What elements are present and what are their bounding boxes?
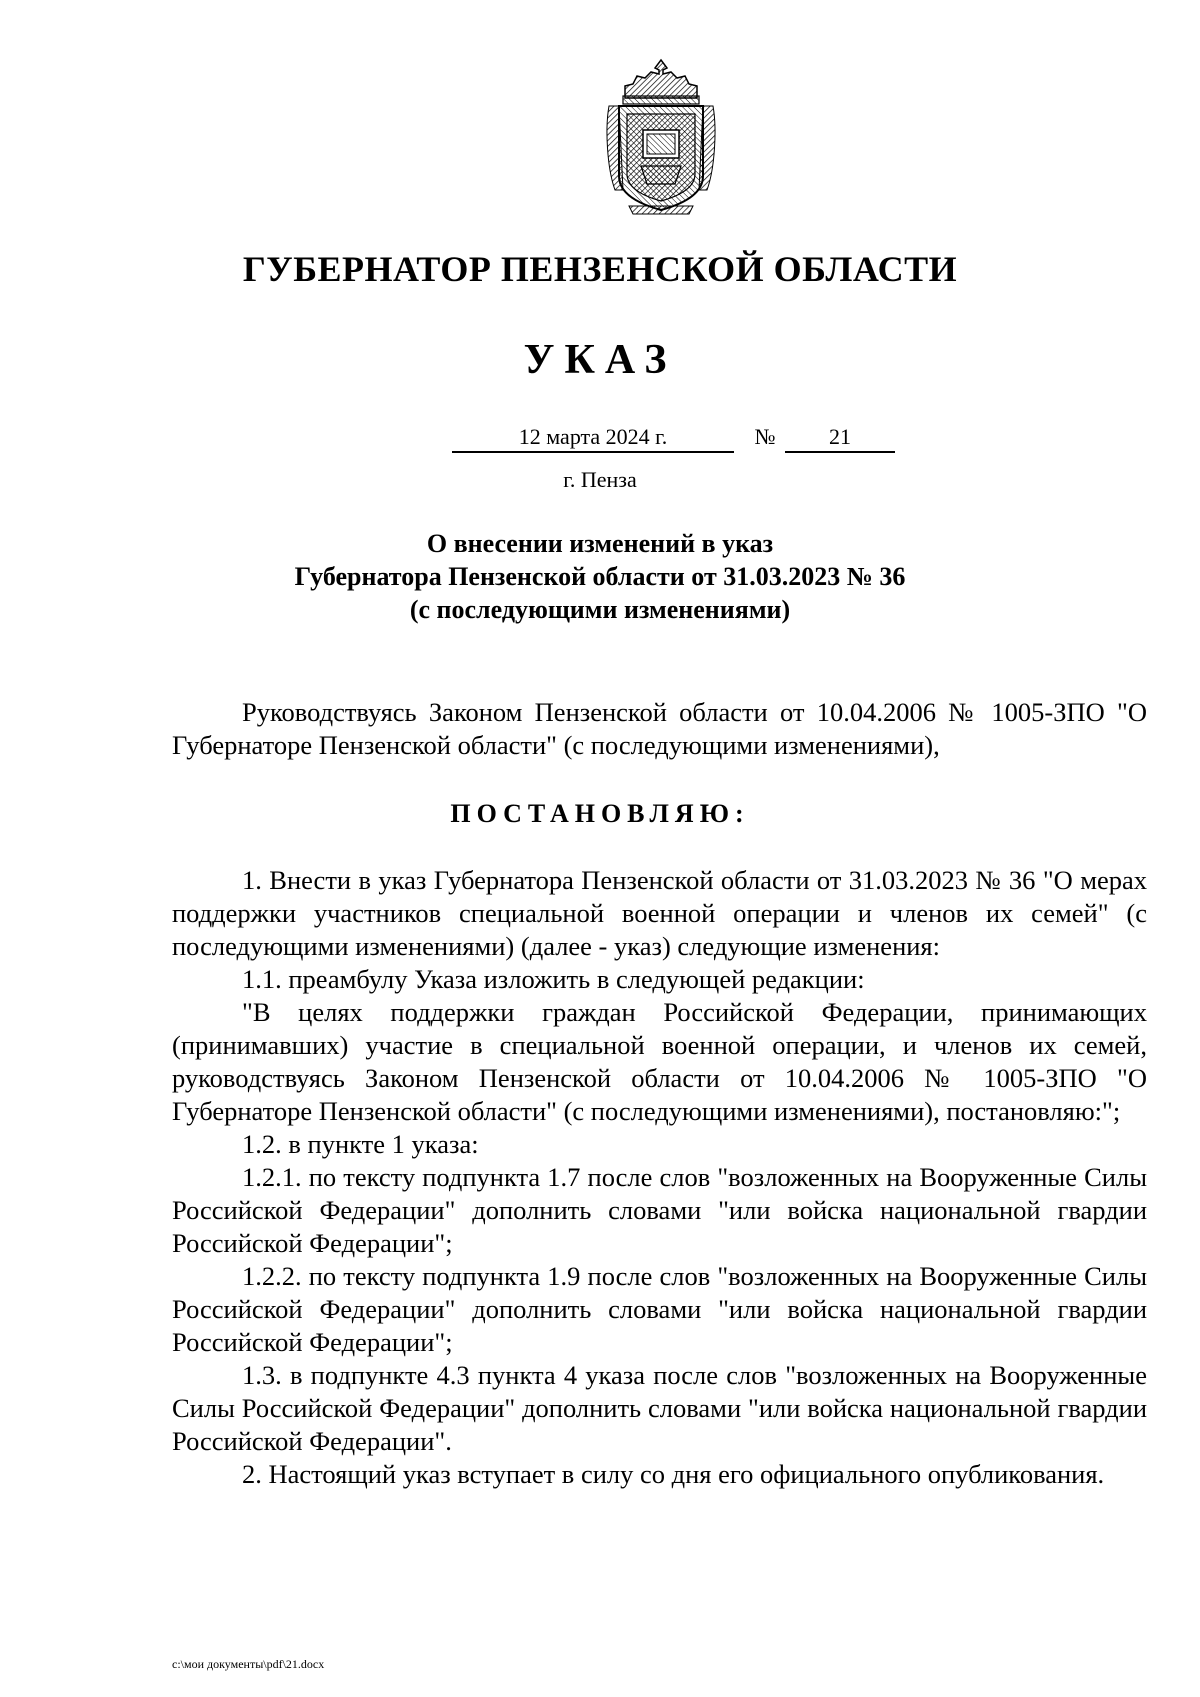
subject-line: Губернатора Пензенской области от 31.03.2023 № 36 <box>294 562 906 591</box>
date-number-line <box>0 424 1200 456</box>
preamble-block <box>172 696 1147 762</box>
document-date: 12 марта 2024 г. <box>452 424 734 453</box>
document-number: 21 <box>785 424 895 453</box>
document-subject <box>0 527 1200 626</box>
paragraph-1-1: 1.1. преамбулу Указа изложить в следующей редакции: <box>242 964 865 994</box>
document-type: УКАЗ <box>523 337 677 383</box>
paragraph-1: 1. Внести в указ Губернатора Пензенской области от 31.03.2023 № 36 "О мерах поддержки участников специальной военной операции и членов их семей" (с последующими изменениями) (далее - указ) следующие изменения: <box>172 865 1147 961</box>
paragraph-2: 2. Настоящий указ вступает в силу со дня его официального опубликования. <box>242 1459 1105 1489</box>
issuer-title: ГУБЕРНАТОР ПЕНЗЕНСКОЙ ОБЛАСТИ <box>242 249 958 289</box>
subject-line: О внесении изменений в указ <box>426 529 774 558</box>
subject-line: (с последующими изменениями) <box>409 595 791 624</box>
file-path-footer: c:\мои документы\pdf\21.docx <box>172 1657 325 1671</box>
paragraph-1-2-1: 1.2.1. по тексту подпункта 1.7 после слов "возложенных на Вооруженные Силы Российской Федерации" дополнить словами "или войска национальной гвардии Российской Федерации"; <box>172 1162 1147 1258</box>
paragraph-1-3: 1.3. в подпункте 4.3 пункта 4 указа после слов "возложенных на Вооруженные Силы Российской Федерации" дополнить словами "или войска национальной гвардии Российской Федерации". <box>172 1360 1147 1456</box>
penza-coat-of-arms-icon <box>605 58 717 216</box>
resolve-heading: ПОСТАНОВЛЯЮ: <box>450 799 750 828</box>
document-city: г. Пенза <box>563 467 637 492</box>
number-sign: № <box>754 424 776 449</box>
paragraph-1-1-quote: "В целях поддержки граждан Российской Федерации, принимающих (принимавших) участие в специальной военной операции, и членов их семей, руководствуясь Законом Пензенской области от 10.04.2006 № 1005-ЗПО "О Губернаторе Пензенской области" (с последующими изменениями), постановляю:"; <box>172 997 1147 1126</box>
preamble-paragraph: Руководствуясь Законом Пензенской области от 10.04.2006 № 1005-ЗПО "О Губернаторе Пензенской области" (с последующими изменениями), <box>172 697 1147 760</box>
paragraph-1-2-2: 1.2.2. по тексту подпункта 1.9 после слов "возложенных на Вооруженные Силы Российской Федерации" дополнить словами "или войска национальной гвардии Российской Федерации"; <box>172 1261 1147 1357</box>
body-text <box>172 864 1147 1491</box>
paragraph-1-2: 1.2. в пункте 1 указа: <box>242 1129 479 1159</box>
